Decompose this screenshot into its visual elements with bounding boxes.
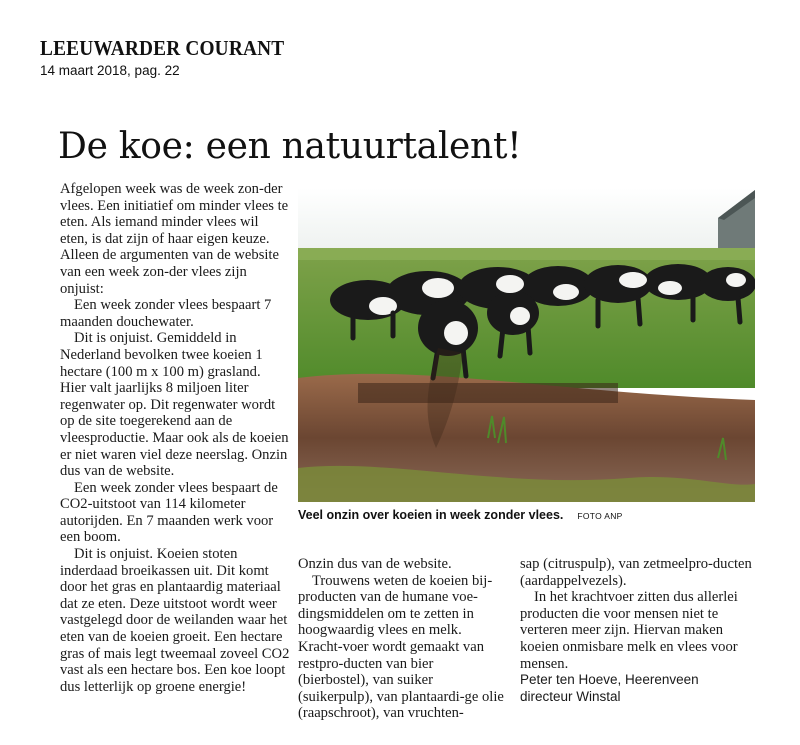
publication-date: 14 maart 2018, pag. 22	[40, 63, 180, 78]
claim-paragraph: Een week zonder vlees bespaart de CO2-uitstoot van 114 kilometer autorijden. En 7 maanden werk voor een boom.	[60, 479, 278, 546]
claim-paragraph: Een week zonder vlees bespaart 7 maanden douchewater.	[60, 297, 272, 330]
continued-paragraph: sap (citruspulp), van zetmeelpro-ducten (aardappelvezels).	[520, 556, 752, 589]
continued-paragraph: Onzin dus van de website.	[298, 556, 452, 572]
body-paragraph: Trouwens weten de koeien bij-producten van de humane voe-dingsmiddelen om te zetten in hoogwaardig vlees en melk. Kracht-voer wordt gemaakt van restpro-ducten van bier (bierbostel), van suiker (suikerpulp), van plantaardi-ge olie (raapschroot), van vruchten-	[298, 572, 504, 722]
newspaper-masthead: LEEUWARDER COURANT	[40, 36, 285, 60]
rebuttal-paragraph: Dit is onjuist. Koeien stoten inderdaad broeikassen uit. Dit komt door het gras en plantaardig materiaal dat ze eten. Deze uitstoot wordt weer vastgelegd door de weilanden waar het eten van de koeien groeit. Een hectare gras of mais legt tweemaal zoveel CO2 vast als een hectare bos. Een koe loopt dus letterlijk op groene energie!	[60, 546, 290, 695]
photo-credit: FOTO ANP	[577, 511, 623, 521]
body-paragraph: In het krachtvoer zitten dus allerlei producten die voor mensen niet te verteren meer zijn. Hiervan maken koeien onmisbare melk en vlees voor mensen.	[520, 589, 738, 672]
photo-caption	[298, 508, 758, 522]
caption-text: Veel onzin over koeien in week zonder vlees.	[298, 508, 564, 522]
intro-paragraph: Afgelopen week was de week zon-der vlees. Een initiatief om minder vlees te eten. Als iemand minder vlees wil eten, is dat zijn of haar eigen keuze. Alleen de argumenten van de website van een week zon-der vlees zijn onjuist:	[60, 181, 289, 297]
article-column-1	[60, 181, 290, 695]
article-column-2	[298, 556, 504, 722]
cows-photo	[298, 188, 755, 502]
article-column-3	[520, 556, 760, 705]
author-name: Peter ten Hoeve, Heerenveen	[520, 672, 699, 688]
author-title: directeur Winstal	[520, 688, 621, 704]
rebuttal-paragraph: Dit is onjuist. Gemiddeld in Nederland bevolken twee koeien 1 hectare (100 m x 100 m) grasland. Hier valt jaarlijks 8 miljoen liter regenwater op. Dit regenwater wordt op de site toegerekend aan de vleesproductie. Maar ook als de koeien er niet waren viel deze neerslag. Onzin dus van de website.	[60, 330, 289, 480]
article-headline: De koe: een natuurtalent!	[58, 126, 522, 167]
